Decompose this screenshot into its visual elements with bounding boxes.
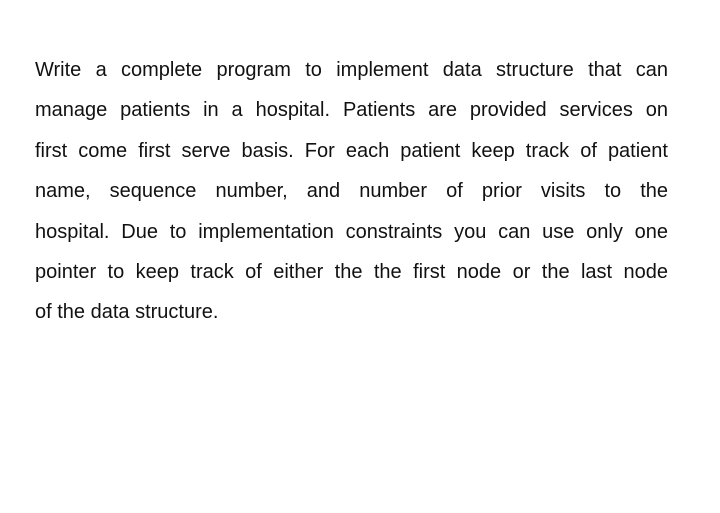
paragraph-line: of the data structure. — [35, 301, 219, 324]
question-paragraph — [35, 50, 668, 333]
paragraph-line: first come first serve basis. For each patient keep track of patient — [35, 139, 668, 162]
paragraph-line: name, sequence number, and number of prior visits to the — [35, 180, 668, 203]
paragraph-line: Write a complete program to implement data structure that can — [35, 59, 668, 81]
paragraph-line: pointer to keep track of either the the first node or the last node — [35, 260, 668, 283]
paragraph-line: hospital. Due to implementation constraints you can use only one — [35, 220, 668, 243]
paragraph-line: manage patients in a hospital. Patients are provided services on — [35, 99, 668, 122]
